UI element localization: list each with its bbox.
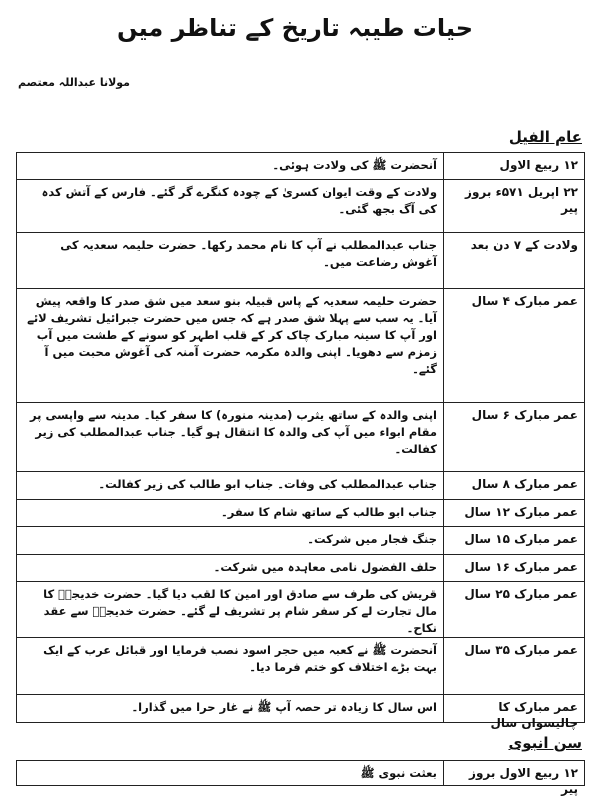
row-text: آنحضرت ﷺ کی ولادت ہوئی۔: [272, 158, 437, 172]
row-text: حضرت حلیمہ سعدیہ کے پاس قبیلہ بنو سعد میں شق صدر کا واقعہ پیش آیا۔ یہ سب سے پہلا شق صدر ہے کہ جس میں حضرت جبرائیل تشریف لائے اور آپ کا سینہ مبارک چاک کر کے قلب اطہر کو سونے کے طشت میں آب زمزم سے دھویا۔ اپنی والدہ مکرمہ حضرت آمنہ کی آغوش محبت میں آ گئے۔: [27, 294, 437, 376]
row-label: ۱۲ ربیع الاول بروز پیر: [443, 761, 585, 785]
row-label: ولادت کے ۷ دن بعد: [443, 233, 585, 288]
row-label: عمر مبارک ۱۵ سال: [443, 527, 585, 554]
row-text: قریش کی طرف سے صادق اور امین کا لقب دیا گیا۔ حضرت خدیجہؓ کا مال تجارت لے کر سفر شام پر تشریف لے گئے۔ حضرت خدیجہؓ سے عقد نکاح۔: [43, 587, 437, 635]
table-row: [17, 695, 585, 730]
row-label: عمر مبارک ۲۵ سال: [443, 582, 585, 637]
timeline-table-elephant-year: [16, 152, 585, 730]
table-row: [17, 527, 585, 555]
row-text: حلف الفضول نامی معاہدہ میں شرکت۔: [213, 560, 437, 574]
table-row: [17, 472, 585, 500]
row-label: عمر مبارک ۸ سال: [443, 472, 585, 499]
row-label: عمر مبارک ۳۵ سال: [443, 638, 585, 694]
table-row: [17, 555, 585, 582]
author-name: مولانا عبداللہ معتصم: [18, 76, 130, 89]
row-text: جناب عبدالمطلب کی وفات۔ جناب ابو طالب کی زیر کفالت۔: [98, 477, 437, 491]
table-row: [17, 582, 585, 638]
section-heading-elephant-year: عام الفیل: [508, 128, 582, 146]
row-label: عمر مبارک ۴ سال: [443, 289, 585, 402]
row-text: آنحضرت ﷺ نے کعبہ میں حجر اسود نصب فرمایا اور قبائل عرب کے ایک بہت بڑے اختلاف کو ختم فرما دیا۔: [43, 643, 437, 674]
row-text: جناب عبدالمطلب نے آپ کا نام محمد رکھا۔ حضرت حلیمہ سعدیہ کی آغوش رضاعت میں۔: [60, 238, 437, 269]
row-label: عمر مبارک کا چالیسواں سال: [443, 695, 585, 722]
section-heading-prophethood: سن انبوی: [508, 734, 582, 752]
table-row: [17, 233, 585, 289]
table-row: [17, 180, 585, 233]
row-text: جناب ابو طالب کے ساتھ شام کا سفر۔: [220, 505, 437, 519]
row-label: ۱۲ ربیع الاول: [443, 153, 585, 179]
row-text: جنگ فجار میں شرکت۔: [307, 532, 437, 546]
table-row: [17, 289, 585, 403]
table-row: [17, 153, 585, 180]
row-label: ۲۲ اپریل ۵۷۱ء بروز پیر: [443, 180, 585, 232]
row-label: عمر مبارک ۱۶ سال: [443, 555, 585, 581]
table-row: [17, 403, 585, 472]
table-row: [17, 761, 585, 796]
timeline-table-prophethood: [16, 760, 585, 796]
row-text: بعثت نبوی ﷺ: [360, 766, 437, 780]
row-text: ولادت کے وقت ایوان کسریٰ کے چودہ کنگرے گر گئے۔ فارس کے آتش کدہ کی آگ بجھ گئی۔: [41, 185, 437, 216]
table-row: [17, 638, 585, 695]
row-label: عمر مبارک ۶ سال: [443, 403, 585, 471]
row-text: اپنی والدہ کے ساتھ یثرب (مدینہ منورہ) کا سفر کیا۔ مدینہ سے واپسی پر مقام ابواء میں آپ کی والدہ کا انتقال ہو گیا۔ جناب عبدالمطلب کی زیر کفالت۔: [29, 408, 437, 456]
table-row: [17, 500, 585, 527]
document-title: حیات طیبہ تاریخ کے تناظر میں: [116, 14, 474, 42]
row-text: اس سال کا زیادہ تر حصہ آپ ﷺ نے غار حرا میں گذارا۔: [131, 700, 437, 714]
row-label: عمر مبارک ۱۲ سال: [443, 500, 585, 526]
